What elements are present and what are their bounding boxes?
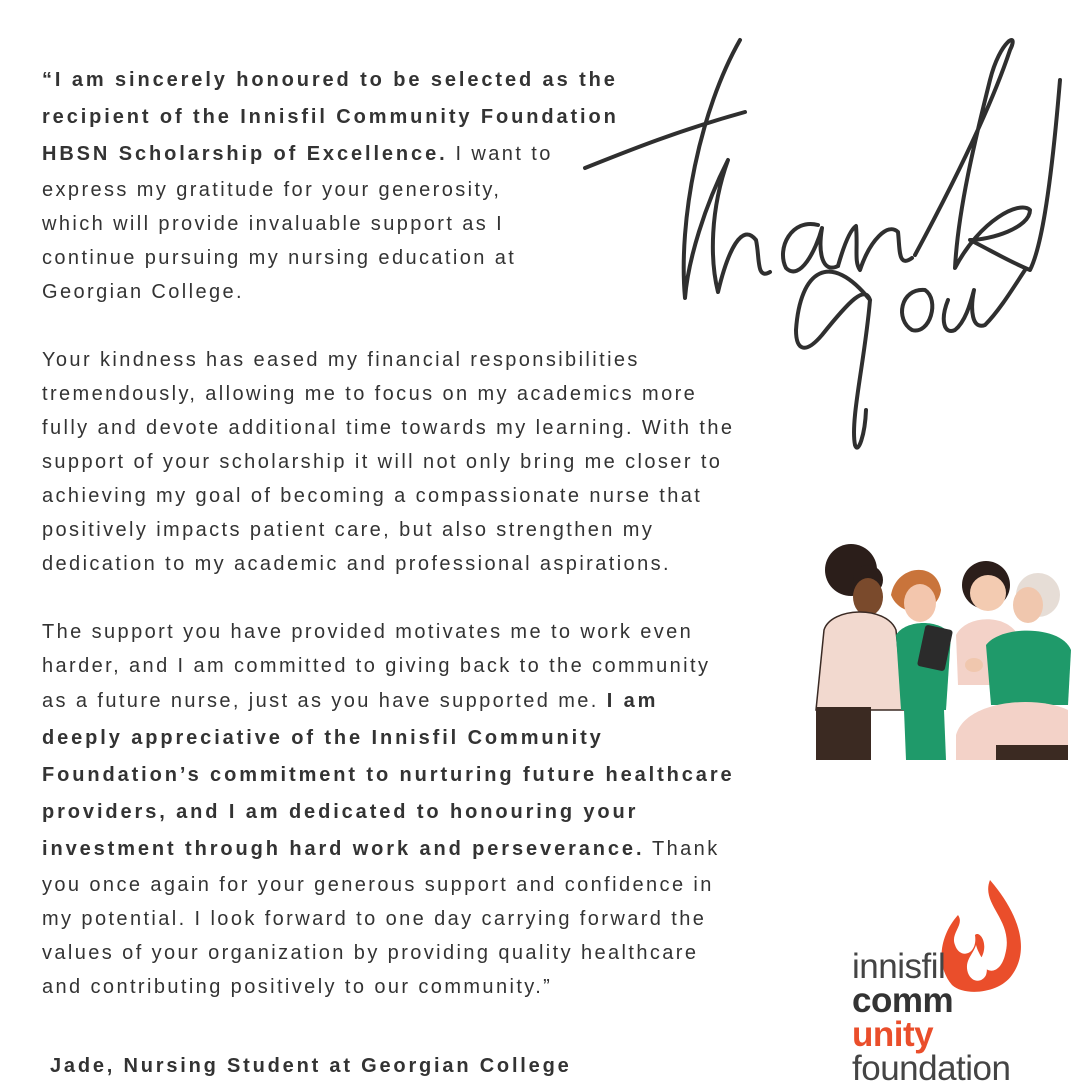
text-line: fully and devote additional time towards my learning. With the <box>42 417 735 439</box>
text-line: deeply appreciative of the Innisfil Community <box>42 727 604 749</box>
text-line: achieving my goal of becoming a compassionate nurse that <box>42 485 703 507</box>
regular-text: Thank <box>644 838 720 860</box>
logo-line-foundation: foundation <box>852 1049 1011 1088</box>
text-line: values of your organization by providing quality healthcare <box>42 942 699 964</box>
text-line: Your kindness has eased my financial responsibilities <box>42 349 640 371</box>
logo-unity: unity <box>852 1015 934 1054</box>
text-line <box>42 831 832 868</box>
paragraph-3 <box>42 615 832 1004</box>
bold-text: investment through hard work and perseverance. <box>42 838 645 860</box>
text-line: positively impacts patient care, but also strengthen my <box>42 519 655 541</box>
logo-comm: comm <box>852 981 954 1020</box>
foundation-logo-text <box>852 947 1011 1088</box>
text-line: my potential. I look forward to one day carrying forward the <box>42 908 707 930</box>
regular-text: as a future nurse, just as you have supported me. <box>42 690 607 712</box>
regular-text: I want to <box>447 143 553 165</box>
text-line: recipient of the Innisfil Community Foundation <box>42 106 619 128</box>
text-line: Foundation’s commitment to nurturing future healthcare <box>42 764 735 786</box>
text-line: continue pursuing my nursing education at <box>42 247 517 269</box>
text-line: which will provide invaluable support as I <box>42 213 505 235</box>
logo-line-community <box>852 981 1010 1054</box>
text-line: “I am sincerely honoured to be selected as the <box>42 69 618 91</box>
text-line: you once again for your generous support and confidence in <box>42 874 714 896</box>
text-line: support of your scholarship it will not only bring me closer to <box>42 451 723 473</box>
text-line: tremendously, allowing me to focus on my academics more <box>42 383 698 405</box>
bold-text: HBSN Scholarship of Excellence. <box>42 143 448 165</box>
text-line: express my gratitude for your generosity, <box>42 179 502 201</box>
text-line: dedication to my academic and professional aspirations. <box>42 553 671 575</box>
text-line: Georgian College. <box>42 281 245 303</box>
thank-you-script-heading <box>560 0 1080 470</box>
text-line <box>42 683 832 720</box>
text-line: The support you have provided motivates me to work even <box>42 621 694 643</box>
text-line: harder, and I am committed to giving back to the community <box>42 655 711 677</box>
signature: Jade, Nursing Student at Georgian College <box>50 1055 572 1077</box>
logo-line-innisfil: innisfil <box>852 947 946 986</box>
nurses-group-illustration <box>806 535 1080 760</box>
text-line: and contributing positively to our community.” <box>42 976 553 998</box>
text-line: providers, and I am dedicated to honouring your <box>42 801 639 823</box>
bold-text: I am <box>606 690 659 712</box>
